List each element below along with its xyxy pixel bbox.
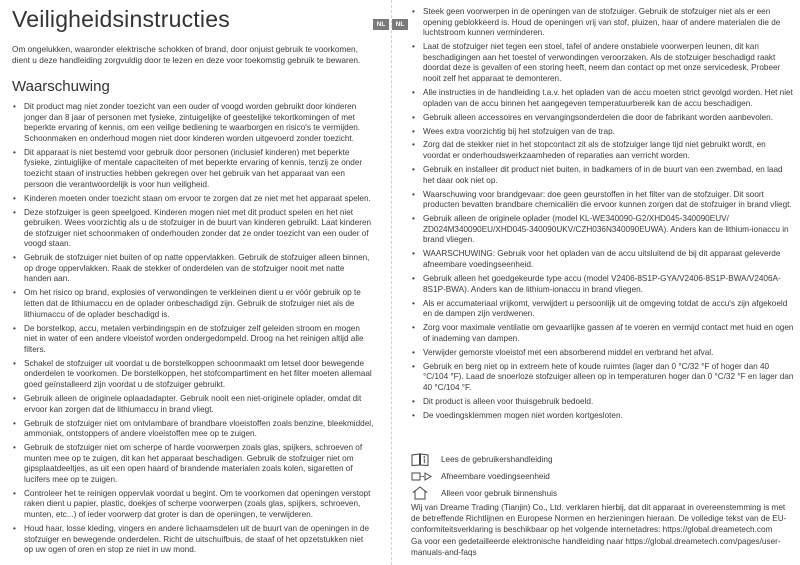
symbol-row-indoor <box>411 486 791 500</box>
bullet-icon: • <box>412 87 415 97</box>
bullet-icon: • <box>412 323 415 333</box>
right-warning-item-text: Waarschuwing voor brandgevaar: doe geen geurstoffen in het filter van de stofzuiger. Dit soort producten bevatten brandbare chemicaliën die ervoor kunnen zorgen dat de stofzuiger in brand vliegt. <box>423 189 792 210</box>
right-warning-item-text: Laat de stofzuiger niet tegen een stoel, tafel of andere onstabiele voorwerpen leunen, dit kan beschadigingen aan het toestel of verwondingen veroorzaken. Als de stofzuiger beschadigd raakt doordat deze is gevallen of een storing heeft, neem dan contact op met onze servicedesk. Probeer nooit zelf het apparaat te demonteren. <box>423 42 781 83</box>
bullet-icon: • <box>13 193 16 203</box>
bullet-icon: • <box>13 253 16 263</box>
right-warning-item <box>411 362 795 394</box>
right-warning-item-text: Gebruik en berg niet op in extreem hete of koude ruimtes (lager dan 0 °C/32 °F of hoger dan 40 °C/104 °F). Laad de snoerloze stofzuiger alleen op in temperaturen hoger dan 0 °C/32 °F en lager dan 40 °C/104 °F. <box>423 361 794 392</box>
right-warning-item <box>411 190 795 211</box>
right-warning-item <box>411 411 795 422</box>
bullet-icon: • <box>412 273 415 283</box>
right-warning-item <box>411 348 795 359</box>
page-title: Veiligheidsinstructies <box>12 6 230 32</box>
right-warning-item <box>411 397 795 408</box>
bullet-icon: • <box>13 524 16 534</box>
manual-link-text: Ga voor een gedetailleerde elektronische handleiding naar https://global.dreametech.com/pages/user-manuals-and-faqs <box>411 537 781 558</box>
right-warning-item-text: Gebruik alleen het goedgekeurde type accu (model V2406-8S1P-GYA/V2406-8S1P-BWA/V2406A-8S1P-BWA). Anders kan de lithium-ionaccu in brand vliegen. <box>423 273 781 294</box>
right-warning-item-text: WAARSCHUWING: Gebruik voor het opladen van de accu uitsluitend de bij dit apparaat geleverde afneembare voedingseenheid. <box>423 249 781 269</box>
right-warning-item <box>411 165 795 186</box>
left-warning-item <box>12 194 374 205</box>
left-warning-item-text: Gebruik de stofzuiger niet om ontvlambare of brandbare vloeistoffen zoals benzine, bleekmiddel, ammoniak, ontstoppers of andere vloeistoffen mee op te zuigen. <box>24 418 374 439</box>
bullet-icon: • <box>412 361 415 371</box>
bullet-icon: • <box>412 126 415 136</box>
bullet-icon: • <box>13 443 16 453</box>
bullet-icon: • <box>13 207 16 217</box>
warning-heading: Waarschuwing <box>12 78 110 95</box>
symbol-row-power-unit <box>411 469 791 483</box>
symbol-label-manual: Lees de gebruikershandleiding <box>441 454 553 464</box>
bullet-icon: • <box>412 396 415 406</box>
bullet-icon: • <box>412 42 415 52</box>
right-warning-item <box>411 140 795 161</box>
left-warning-item-text: Om het risico op brand, explosies of verwondingen te verkleinen dient u er vóór gebruik op te letten dat de lithiumaccu en de oplader onbeschadigd zijn. Gebruik de stofzuiger niet als de lithiumaccu of de oplader beschadigd is. <box>24 288 361 319</box>
left-warning-item <box>12 148 374 190</box>
bullet-icon: • <box>412 165 415 175</box>
left-warning-item-text: Gebruik de stofzuiger niet om scherpe of harde voorwerpen zoals glas, spijkers, schroeven of munten mee op te zuigen, dit kan het apparaat beschadigen. Gebruik de stofzuiger niet om gipsplaatdeeltjes, as uit een open haard of brandende materialen zoals kolen, sigaretten of lucifers mee op te zuigen. <box>24 443 363 484</box>
house-icon <box>411 487 433 500</box>
bullet-icon: • <box>412 7 415 16</box>
left-warning-item-text: Schakel de stofzuiger uit voordat u de borstelkoppen schoonmaakt om letsel door bewegende onderdelen te voorkomen. De borstelkoppen, het stofcompartiment en het filter moeten allemaal goed geïnstalleerd zijn voordat u de stofzuiger gebruikt. <box>24 358 372 389</box>
symbol-label-indoor: Alleen voor gebruik binnenshuis <box>441 488 558 498</box>
right-warning-item <box>411 249 795 270</box>
right-warning-item <box>411 127 795 138</box>
right-warning-item <box>411 323 795 344</box>
right-warning-item <box>411 113 795 124</box>
right-warning-item-text: Gebruik en installeer dit product niet buiten, in badkamers of in de buurt van een zwembad, en laad het daar ook niet op. <box>423 165 783 185</box>
bullet-icon: • <box>13 488 16 498</box>
left-warning-item <box>12 288 374 320</box>
bullet-icon: • <box>412 410 415 420</box>
column-divider <box>391 0 392 565</box>
bullet-icon: • <box>13 288 16 298</box>
bullet-icon: • <box>13 147 16 157</box>
language-tab-left: NL <box>373 19 389 30</box>
bullet-icon: • <box>412 112 415 122</box>
right-warning-item <box>411 274 795 295</box>
right-warning-item-text: Zorg voor maximale ventilatie om gevaarlijke gassen af te voeren en vermijd contact met huid en ogen of inademing van dampen. <box>423 323 794 343</box>
left-warning-item-text: Dit apparaat is niet bestemd voor gebruik door personen (inclusief kinderen) met beperkte fysieke, zintuiglijke of mentale capaciteiten of met beperkte ervaring of kennis, tenzij ze onder toezicht staan of instructies hebben gekregen over het gebruik van het apparaat van een persoon die verantwoordelijk is voor hun veiligheid. <box>24 147 363 189</box>
left-warning-item <box>12 419 374 440</box>
bullet-icon: • <box>412 189 415 199</box>
bullet-icon: • <box>412 214 415 224</box>
bullet-icon: • <box>13 102 16 111</box>
left-warning-item <box>12 394 374 415</box>
right-warning-item-text: Wees extra voorzichtig bij het stofzuigen van de trap. <box>423 126 615 136</box>
right-warning-item-text: Gebruik alleen accessoires en vervangingsonderdelen die door de fabrikant worden aanbevolen. <box>423 112 774 122</box>
right-warning-list <box>411 7 795 425</box>
left-warning-item-text: Gebruik alleen de originele oplaadadapter. Gebruik nooit een niet-originele oplader, omdat dit ervoor kan zorgen dat de lithiumaccu in brand vliegt. <box>24 393 362 414</box>
book-icon <box>411 453 433 466</box>
left-warning-item <box>12 524 374 556</box>
right-warning-item-text: Als er accumateriaal vrijkomt, verwijdert u persoonlijk uit de omgeving totdat de accu's zijn afgekoeld en de dampen zijn verdwenen. <box>423 298 788 319</box>
left-warning-item <box>12 443 374 485</box>
right-warning-item <box>411 7 795 39</box>
right-warning-item <box>411 299 795 320</box>
left-warning-item-text: Controleer het te reinigen oppervlak voordat u begint. Om te voorkomen dat openingen verstopt raken dient u papier, plastic, doekjes of scherpe voorwerpen (zoals glas, spijkers, schroeven, munten, etc...) of ieder voorwerp dat groter is dan de openingen, te verwijderen. <box>24 488 371 520</box>
left-warning-item <box>12 489 374 521</box>
bullet-icon: • <box>412 347 415 357</box>
bullet-icon: • <box>412 140 415 150</box>
left-warning-item-text: Dit product mag niet zonder toezicht van een ouder of voogd worden gebruikt door kinderen jonger dan 8 jaar of personen met fysieke, zintuigelijke of geestelijke tekortkomingen of met beperkte ervaring of kennis, om een veilige bediening te waarborgen en risico's te vermijden. Schoonmaken en onderhoud mogen niet door kinderen worden uitgevoerd zonder toezicht. <box>24 102 361 143</box>
right-warning-item-text: Steek geen voorwerpen in de openingen van de stofzuiger. Gebruik de stofzuiger niet als er een opening geblokkeerd is. Houd de openingen vrij van stof, pluizen, haar of andere materialen die de luchtstroom kunnen verminderen. <box>423 7 781 38</box>
bullet-icon: • <box>13 323 16 333</box>
right-warning-item <box>411 214 795 246</box>
symbol-label-power-unit: Afneembare voedingseenheid <box>441 471 550 481</box>
declaration-text: Wij van Dreame Trading (Tianjin) Co., Ltd. verklaren hierbij, dat dit apparaat in overeenstemming is met de betreffende Richtlijnen en Europese Normen en herzieningen hieraan. De volledige tekst van de EU-conformiteitsverklaring is beschikbaar op het volgende internetadres: https://global.dreametech.com <box>411 503 787 534</box>
intro-text: Om ongelukken, waaronder elektrische schokken of brand, door onjuist gebruik te voorkomen, dient u deze handleiding zorgvuldig door te lezen en deze voor toekomstig gebruik te bewaren. <box>12 44 361 65</box>
left-warning-list <box>12 102 374 559</box>
left-warning-item <box>12 208 374 250</box>
bullet-icon: • <box>13 393 16 403</box>
right-warning-item-text: Gebruik alleen de originele oplader (model KL-WE340090-G2/XHD045-340090EUV/ ZD024M340090EU/XHD045-340090UKV/CZH036N340090EUWA). Anders kan de lithium-ionaccu in brand vliegen. <box>423 214 789 245</box>
left-warning-item <box>12 359 374 391</box>
bullet-icon: • <box>13 358 16 368</box>
right-warning-item-text: Verwijder gemorste vloeistof met een absorberend middel en verbrand het afval. <box>423 347 714 357</box>
footer-text <box>411 503 795 561</box>
bullet-icon: • <box>412 249 415 259</box>
symbol-row-manual <box>411 452 791 466</box>
right-warning-item <box>411 88 795 109</box>
left-warning-item <box>12 102 374 144</box>
right-warning-item-text: Zorg dat de stekker niet in het stopcontact zit als de stofzuiger lange tijd niet gebruikt wordt, en voordat er onderhoudswerkzaamheden of reparaties aan verricht worden. <box>423 140 766 161</box>
right-warning-item-text: De voedingsklemmen mogen niet worden kortgesloten. <box>423 410 623 420</box>
left-warning-item <box>12 324 374 356</box>
power-unit-icon <box>411 470 433 483</box>
left-warning-item-text: Houd haar, losse kleding, vingers en andere lichaamsdelen uit de buurt van de openingen in de stofzuiger en bewegende onderdelen. Richt de uitschuifbuis, de staaf of het opzetstukken niet op uw ogen of oren en stop ze niet in uw mond. <box>24 524 370 555</box>
language-tab-right: NL <box>392 19 408 30</box>
bullet-icon: • <box>412 298 415 308</box>
right-warning-item <box>411 42 795 84</box>
right-warning-item-text: Dit product is alleen voor thuisgebruik bedoeld. <box>423 396 594 406</box>
left-warning-item <box>12 253 374 285</box>
left-warning-item-text: Deze stofzuiger is geen speelgoed. Kinderen mogen niet met dit product spelen en het niet gebruiken. Wees voorzichtig als u de stofzuiger in de buurt van kinderen gebruikt. Laat kinderen de stofzuiger niet schoonmaken of onderhouden zonder dat ze onder toezicht van een ouder of voogd staan. <box>24 207 372 249</box>
left-warning-item-text: Kinderen moeten onder toezicht staan om ervoor te zorgen dat ze niet met het apparaat spelen. <box>24 193 371 203</box>
left-warning-item-text: Gebruik de stofzuiger niet buiten of op natte oppervlakken. Gebruik de stofzuiger alleen binnen, op droge oppervlakken. Raak de stekker of onderdelen van de stofzuiger nooit met natte handen aan. <box>24 253 370 284</box>
left-warning-item-text: De borstelkop, accu, metalen verbindingspin en de stofzuiger zelf geleiden stroom en mogen niet in water of een andere vloeistof worden ondergedompeld. Droog na het reinigen altijd alle filters. <box>24 323 364 354</box>
bullet-icon: • <box>13 418 16 428</box>
symbol-legend <box>411 452 791 503</box>
right-warning-item-text: Alle instructies in de handleiding t.a.v. het opladen van de accu moeten strict gevolgd worden. Het niet opladen van de accu binnen het aangegeven temperatuurbereik kan de accu beschadigen. <box>423 87 793 108</box>
